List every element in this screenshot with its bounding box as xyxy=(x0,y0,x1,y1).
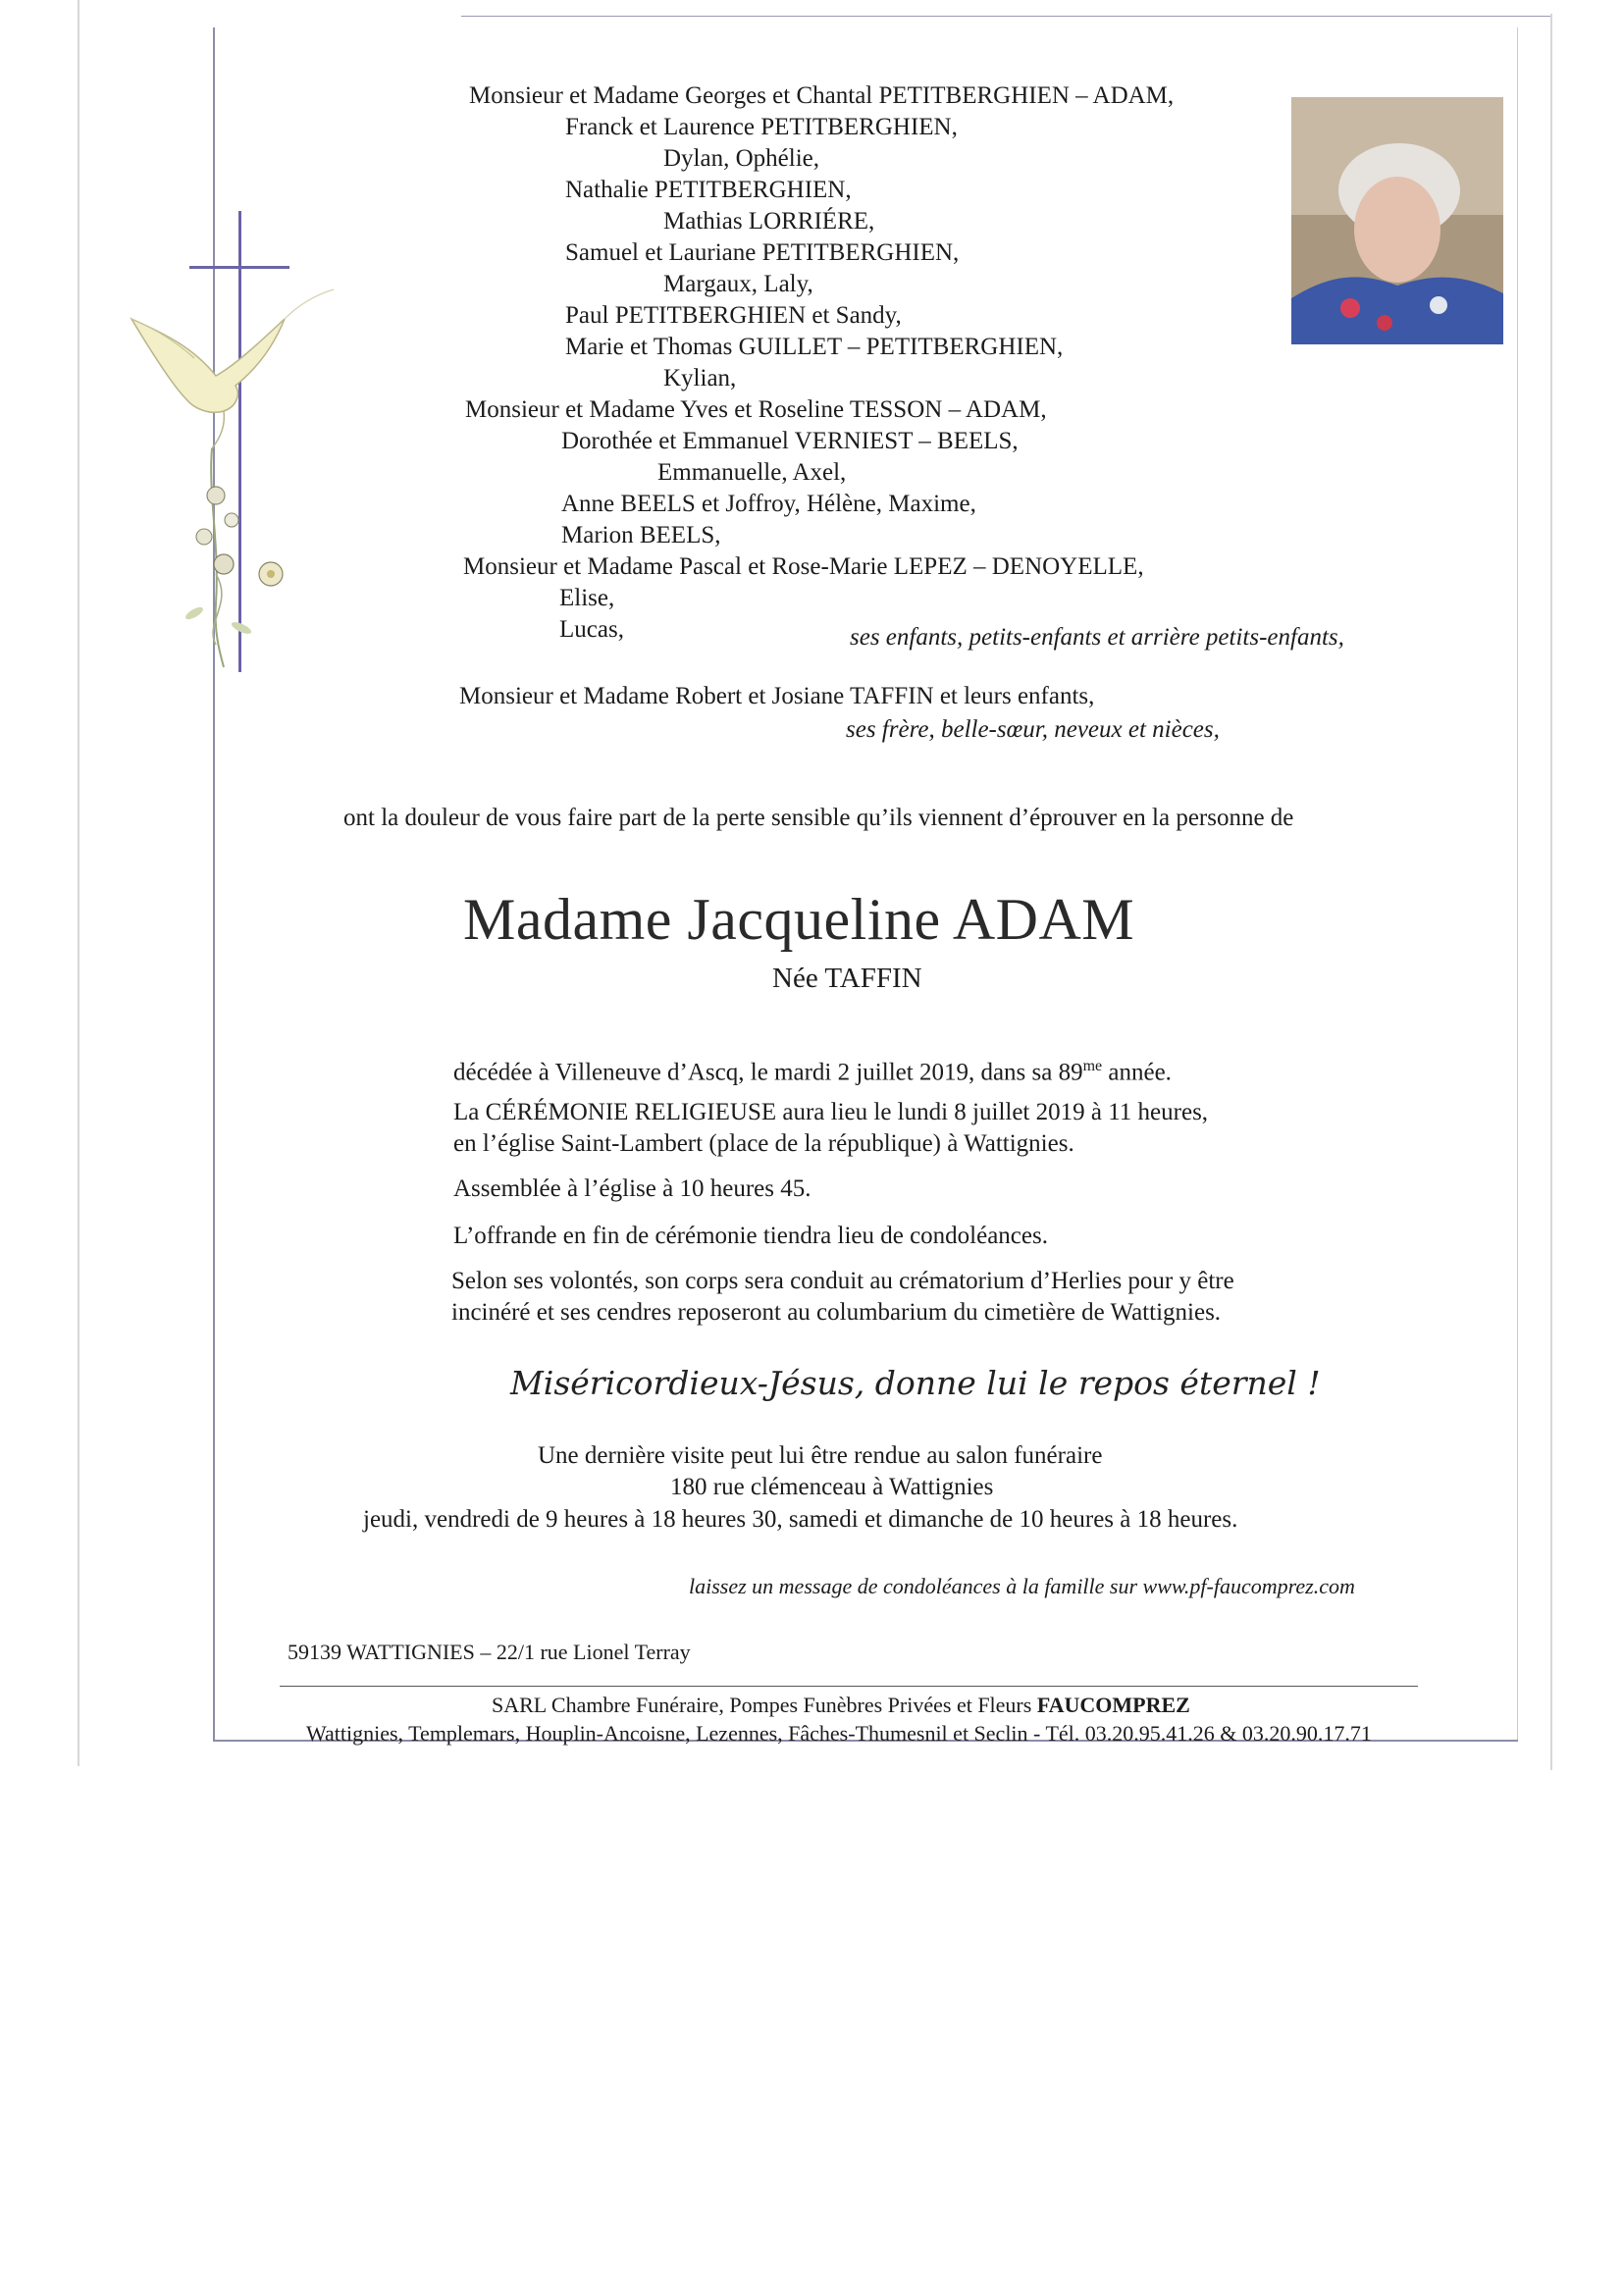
family-line: Anne BEELS et Joffroy, Hélène, Maxime, xyxy=(561,491,976,517)
death-text-end: année. xyxy=(1102,1059,1172,1086)
relation-siblings: ses frère, belle-sœur, neveux et nièces, xyxy=(846,716,1220,743)
death-notice xyxy=(453,1051,1172,1088)
prayer-line: Miséricordieux-Jésus, donne lui le repos éternel ! xyxy=(510,1364,1321,1402)
family-line: Franck et Laurence PETITBERGHIEN, xyxy=(565,114,958,140)
family-line: Monsieur et Madame Georges et Chantal PETITBERGHIEN – ADAM, xyxy=(469,82,1175,109)
deceased-name: Madame Jacqueline ADAM xyxy=(463,887,1135,952)
company-prefix: SARL Chambre Funéraire, Pompes Funèbres Privées et Fleurs xyxy=(492,1693,1037,1717)
family-line: Marion BEELS, xyxy=(561,522,721,548)
cross-icon-horizontal xyxy=(189,266,289,269)
scan-edge-left xyxy=(78,0,79,1766)
portrait-photo xyxy=(1291,97,1503,344)
death-superscript: me xyxy=(1082,1058,1103,1074)
family-line: Dorothée et Emmanuel VERNIEST – BEELS, xyxy=(561,428,1019,454)
ceremony-line-2: en l’église Saint-Lambert (place de la république) à Wattignies. xyxy=(453,1130,1074,1157)
family-line: Nathalie PETITBERGHIEN, xyxy=(565,177,852,203)
frame-top-border xyxy=(461,16,1550,17)
family-line: Kylian, xyxy=(663,365,737,391)
company-line xyxy=(492,1692,1190,1719)
wishes-line-1: Selon ses volontés, son corps sera conduit au crématorium d’Herlies pour y être xyxy=(451,1268,1234,1294)
family-line: Paul PETITBERGHIEN et Sandy, xyxy=(565,302,902,329)
wishes-line-2: incinéré et ses cendres reposeront au columbarium du cimetière de Wattignies. xyxy=(451,1299,1222,1326)
footer-divider xyxy=(280,1686,1418,1687)
assembly-line: Assemblée à l’église à 10 heures 45. xyxy=(453,1175,812,1202)
dove-flower-illustration xyxy=(126,280,341,672)
family-line: Dylan, Ophélie, xyxy=(663,145,819,172)
company-name: FAUCOMPREZ xyxy=(1036,1693,1190,1717)
address-line: 59139 WATTIGNIES – 22/1 rue Lionel Terray xyxy=(288,1640,691,1664)
family-line: Monsieur et Madame Yves et Roseline TESSON – ADAM, xyxy=(465,396,1047,423)
family-line: Samuel et Lauriane PETITBERGHIEN, xyxy=(565,239,960,266)
family-line: Emmanuelle, Axel, xyxy=(657,459,847,486)
announcement-text: ont la douleur de vous faire part de la perte sensible qu’ils viennent d’éprouver en la personne de xyxy=(343,805,1294,831)
family-line: Lucas, xyxy=(559,616,624,643)
ceremony-line-1: La CÉRÉMONIE RELIGIEUSE aura lieu le lundi 8 juillet 2019 à 11 heures, xyxy=(453,1099,1209,1125)
family-line: Marie et Thomas GUILLET – PETITBERGHIEN, xyxy=(565,334,1064,360)
scan-edge-right xyxy=(1550,14,1552,1770)
family-line: Monsieur et Madame Pascal et Rose-Marie LEPEZ – DENOYELLE, xyxy=(463,553,1144,580)
frame-right-border xyxy=(1517,27,1518,1741)
sibling-line: Monsieur et Madame Robert et Josiane TAFFIN et leurs enfants, xyxy=(459,683,1095,709)
family-line: Elise, xyxy=(559,585,615,611)
condolence-message-link[interactable]: laissez un message de condoléances à la famille sur www.pf-faucomprez.com xyxy=(689,1574,1355,1598)
visit-line-2: 180 rue clémenceau à Wattignies xyxy=(670,1474,994,1500)
family-line: Margaux, Laly, xyxy=(663,271,813,297)
visit-line-1: Une dernière visite peut lui être rendue au salon funéraire xyxy=(538,1442,1103,1469)
company-locations: Wattignies, Templemars, Houplin-Ancoisne, Lezennes, Fâches-Thumesnil et Seclin - Tél. 03.20.95.41.26 & 03.20.90.17.71 xyxy=(306,1721,1372,1746)
family-line: Mathias LORRIÉRE, xyxy=(663,208,875,235)
maiden-name: Née TAFFIN xyxy=(772,963,922,994)
relation-children: ses enfants, petits-enfants et arrière petits-enfants, xyxy=(850,624,1344,651)
offering-line: L’offrande en fin de cérémonie tiendra lieu de condoléances. xyxy=(453,1223,1048,1249)
visit-line-3: jeudi, vendredi de 9 heures à 18 heures 30, samedi et dimanche de 10 heures à 18 heures. xyxy=(363,1506,1238,1533)
death-text: décédée à Villeneuve d’Ascq, le mardi 2 juillet 2019, dans sa 89 xyxy=(453,1059,1083,1086)
